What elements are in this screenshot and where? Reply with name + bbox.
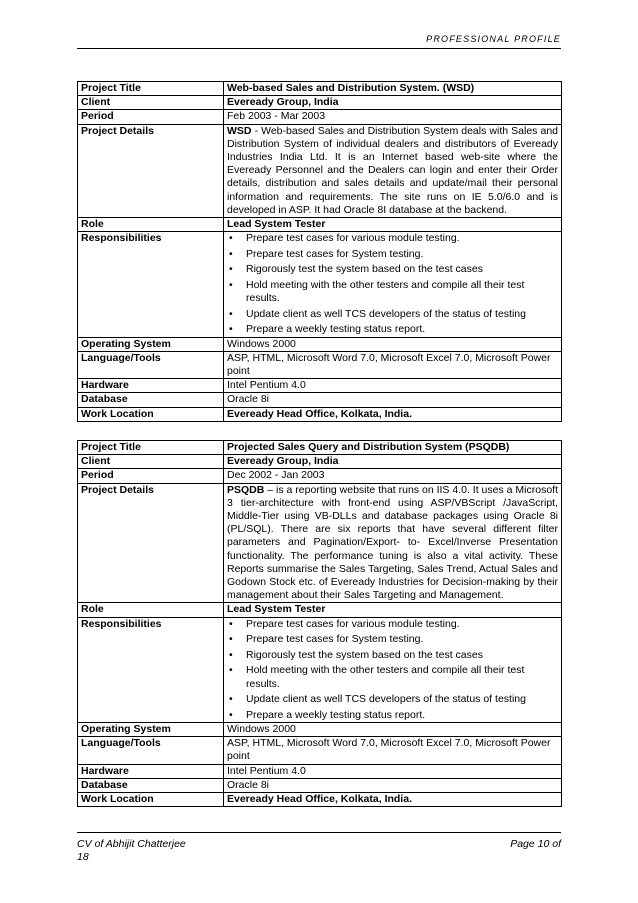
footer-page-total: 18 [77,851,89,863]
row-language-tools [78,737,562,764]
database: Oracle 8i [224,393,562,407]
row-language-tools [78,351,562,378]
label-hardware: Hardware [78,379,224,393]
language-tools: ASP, HTML, Microsoft Word 7.0, Microsoft Excel 7.0, Microsoft Power point [224,737,562,764]
bullet-icon: • [229,323,233,336]
responsibility-item: • Prepare test cases for various module testing. [229,617,460,630]
responsibility-item: • Prepare a weekly testing status report. [229,708,426,721]
row-responsibilities [78,232,562,337]
footer-cv-owner: CV of Abhijit Chatterjee 18 [77,838,186,863]
responsibility-item: • Prepare test cases for System testing. [229,247,424,260]
label-client: Client [78,455,224,469]
label-role: Role [78,603,224,617]
project-title: Web-based Sales and Distribution System. (WSD) [224,82,562,96]
responsibility-item: • Update client as well TCS developers of the status of testing [229,307,526,320]
label-project-title: Project Title [78,82,224,96]
label-operating-system: Operating System [78,723,224,737]
responsibility-item: • Prepare test cases for various module testing. [229,232,460,245]
label-project-title: Project Title [78,441,224,455]
row-period [78,110,562,124]
bullet-icon: • [229,648,233,661]
client: Eveready Group, India [224,96,562,110]
label-language-tools: Language/Tools [78,351,224,378]
row-responsibilities [78,617,562,722]
hardware: Intel Pentium 4.0 [224,379,562,393]
project-details-lead: WSD [227,124,252,137]
project-title: Projected Sales Query and Distribution System (PSQDB) [224,441,562,455]
footer-page-number: Page 10 of [510,838,561,850]
row-role [78,218,562,232]
row-work-location [78,793,562,807]
row-operating-system [78,723,562,737]
bullet-icon: • [229,664,233,677]
row-database [78,393,562,407]
project-details [224,483,562,603]
label-responsibilities: Responsibilities [78,232,224,337]
row-hardware [78,764,562,778]
row-work-location [78,407,562,421]
page-header: PROFESSIONAL PROFILE [426,34,561,44]
footer-rule [77,832,561,833]
row-operating-system [78,337,562,351]
label-client: Client [78,96,224,110]
hardware: Intel Pentium 4.0 [224,764,562,778]
responsibility-item: • Rigorously test the system based on the test cases [229,263,483,276]
bullet-icon: • [229,247,233,260]
project-table-wsd [77,81,562,422]
bullet-icon: • [229,232,233,245]
bullet-icon: • [229,693,233,706]
responsibilities [224,617,562,722]
operating-system: Windows 2000 [224,723,562,737]
label-hardware: Hardware [78,764,224,778]
role: Lead System Tester [224,603,562,617]
header-rule [77,48,561,49]
project-details-text: - Web-based Sales and Distribution System deals with Sales and Distribution System of individual dealers and distributors of Eveready Industries India Ltd. It is an Internet based web-site where the Eveready Personnel and the Dealers can login and enter their Order details, distribution and sales details and update/mail their personal information and requirements. The site runs on IE 5.0/6.0 and is developed in ASP. It had Oracle 8I database at the backend. [227,124,558,216]
work-location: Eveready Head Office, Kolkata, India. [224,407,562,421]
label-work-location: Work Location [78,793,224,807]
bullet-icon: • [229,263,233,276]
responsibility-list [227,618,558,722]
row-project-details [78,483,562,603]
project-table-psqdb [77,440,562,807]
row-project-title [78,82,562,96]
responsibility-item: • Rigorously test the system based on the test cases [229,648,483,661]
period: Feb 2003 - Mar 2003 [224,110,562,124]
work-location: Eveready Head Office, Kolkata, India. [224,793,562,807]
project-details-lead: PSQDB [227,483,265,496]
responsibility-item: • Prepare a weekly testing status report. [229,323,426,336]
language-tools: ASP, HTML, Microsoft Word 7.0, Microsoft Excel 7.0, Microsoft Power point [224,351,562,378]
bullet-icon: • [229,307,233,320]
responsibilities [224,232,562,337]
row-project-details [78,124,562,217]
bullet-icon: • [229,279,233,292]
label-operating-system: Operating System [78,337,224,351]
row-project-title [78,441,562,455]
label-language-tools: Language/Tools [78,737,224,764]
bullet-icon: • [229,617,233,630]
operating-system: Windows 2000 [224,337,562,351]
responsibility-item: • Hold meeting with the other testers and compile all their test results. [229,279,525,305]
role: Lead System Tester [224,218,562,232]
label-project-details: Project Details [78,124,224,217]
project-details [224,124,562,217]
row-database [78,778,562,792]
label-project-details: Project Details [78,483,224,603]
row-period [78,469,562,483]
label-role: Role [78,218,224,232]
label-database: Database [78,393,224,407]
label-work-location: Work Location [78,407,224,421]
label-period: Period [78,110,224,124]
row-hardware [78,379,562,393]
bullet-icon: • [229,708,233,721]
responsibility-list [227,232,558,336]
label-responsibilities: Responsibilities [78,617,224,722]
responsibility-item: • Update client as well TCS developers of the status of testing [229,693,526,706]
period: Dec 2002 - Jan 2003 [224,469,562,483]
responsibility-item: • Prepare test cases for System testing. [229,633,424,646]
database: Oracle 8i [224,778,562,792]
label-database: Database [78,778,224,792]
bullet-icon: • [229,633,233,646]
label-period: Period [78,469,224,483]
project-details-text: – is a reporting website that runs on IIS 4.0. It uses a Microsoft 3 tier-architecture with front-end using ASP/VBScript /JavaScript, Middle-Tier using VB-DLLs and database packages using Oracle 8i (PL/SQL). There are six reports that have several different filter parameters and Pagination/Export- to- Excel/Inverse Presentation functionality. The performance tuning is also a vital activity. These Reports summarise the Sales Targeting, Sales Trend, Actual Sales and Godown Stock etc. of Eveready Industries for Decision-making by their management about their Sales Targeting and Management. [227,483,558,602]
row-role [78,603,562,617]
row-client [78,455,562,469]
responsibility-item: • Hold meeting with the other testers and compile all their test results. [229,664,525,690]
row-client [78,96,562,110]
client: Eveready Group, India [224,455,562,469]
